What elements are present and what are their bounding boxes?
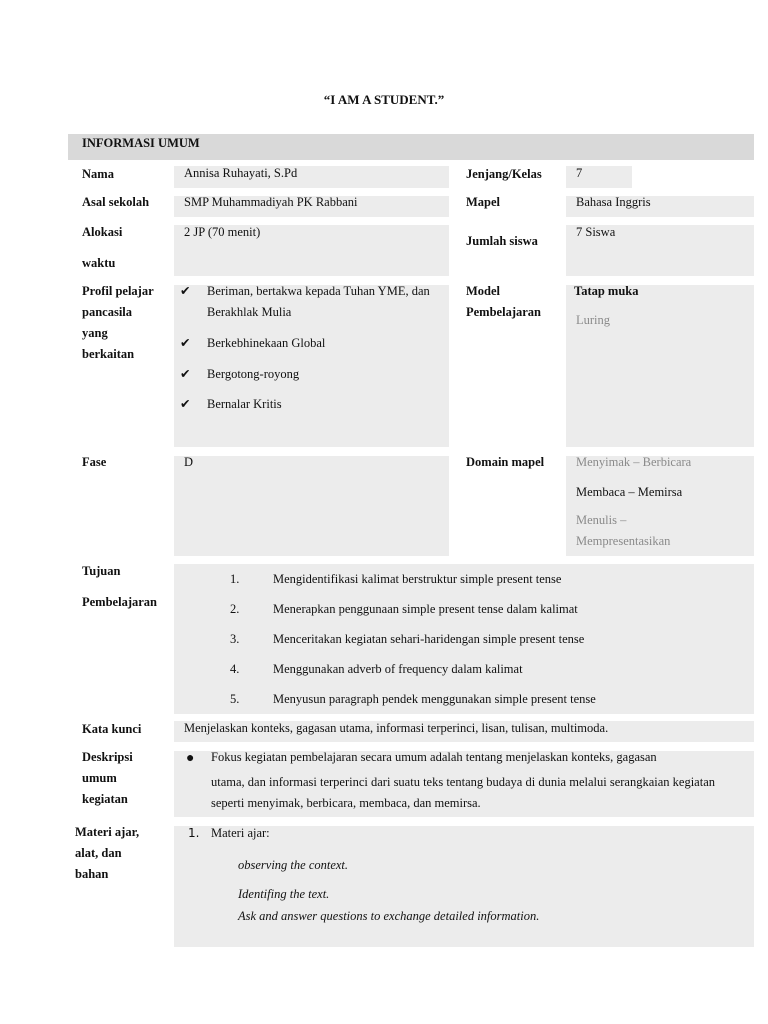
model-label-line: Model — [466, 284, 501, 298]
section-header-label: INFORMASI UMUM — [82, 136, 200, 150]
profil-field — [174, 285, 449, 447]
model-value-primary: Tatap muka — [574, 284, 639, 298]
list-number: 4. — [230, 662, 240, 676]
nama-field — [174, 166, 449, 188]
model-label — [466, 281, 541, 323]
alokasi-label: Alokasi — [82, 225, 123, 239]
fase-label: Fase — [82, 455, 107, 469]
list-number: 3. — [230, 632, 240, 646]
materi-label-line: bahan — [75, 867, 109, 881]
domain-item: Menyimak – Berbicara — [576, 455, 692, 469]
jumlah-siswa-value: 7 Siswa — [576, 225, 616, 239]
alokasi-value: 2 JP (70 menit) — [184, 225, 261, 239]
materi-item: Ask and answer questions to exchange detailed information. — [238, 909, 540, 923]
check-icon: ✔ — [180, 397, 191, 411]
deskripsi-label — [82, 747, 133, 810]
model-field — [566, 285, 754, 447]
alokasi-field — [174, 225, 449, 276]
materi-label-line: Materi ajar, — [75, 825, 140, 839]
model-value-secondary: Luring — [576, 313, 611, 327]
check-icon: ✔ — [180, 284, 191, 298]
deskripsi-field — [174, 751, 754, 817]
jumlah-siswa-field — [566, 225, 754, 276]
materi-item: Identifing the text. — [238, 887, 330, 901]
deskripsi-line: seperti menyimak, berbicara, membaca, dan memirsa. — [211, 796, 481, 810]
profil-label — [82, 281, 154, 365]
list-text: Menerapkan penggunaan simple present tense dalam kalimat — [273, 602, 578, 616]
profil-label-line: Profil pelajar — [82, 284, 154, 298]
section-header-bar — [68, 134, 754, 160]
asal-sekolah-label: Asal sekolah — [82, 195, 150, 209]
profil-item-line: Berakhlak Mulia — [207, 305, 292, 319]
alokasi-label-line2: waktu — [82, 256, 116, 270]
materi-label — [75, 822, 139, 885]
deskripsi-label-line: umum — [82, 771, 117, 785]
list-number: 2. — [230, 602, 240, 616]
check-icon: ✔ — [180, 367, 191, 381]
tujuan-label: Tujuan — [82, 564, 121, 578]
deskripsi-line: utama, dan informasi terperinci dari suatu teks tentang budaya di dunia melalui serangkaian kegiatan — [211, 775, 715, 789]
jenjang-value: 7 — [576, 166, 583, 180]
list-text: Menggunakan adverb of frequency dalam kalimat — [273, 662, 523, 676]
fase-field — [174, 456, 449, 556]
profil-label-line: berkaitan — [82, 347, 135, 361]
jenjang-field — [566, 166, 632, 188]
kata-kunci-value: Menjelaskan konteks, gagasan utama, informasi terperinci, lisan, tulisan, multimoda. — [184, 721, 609, 735]
domain-label: Domain mapel — [466, 455, 545, 469]
mapel-label: Mapel — [466, 195, 501, 209]
domain-item: Mempresentasikan — [576, 534, 671, 548]
jenjang-label: Jenjang/Kelas — [466, 167, 542, 181]
profil-item-line: Bernalar Kritis — [207, 397, 282, 411]
profil-item-line: Beriman, bertakwa kepada Tuhan YME, dan — [207, 284, 430, 298]
deskripsi-label-line: kegiatan — [82, 792, 128, 806]
kata-kunci-label: Kata kunci — [82, 722, 142, 736]
domain-field — [566, 456, 754, 556]
tujuan-field — [174, 564, 754, 714]
jumlah-siswa-label: Jumlah siswa — [466, 234, 538, 248]
materi-number: 1. — [188, 826, 200, 840]
profil-label-line: pancasila — [82, 305, 133, 319]
profil-item-line: Bergotong-royong — [207, 367, 300, 381]
domain-item: Membaca – Memirsa — [576, 485, 683, 499]
list-number: 5. — [230, 692, 240, 706]
fase-value: D — [184, 455, 194, 469]
profil-item-line: Berkebhinekaan Global — [207, 336, 326, 350]
model-label-line: Pembelajaran — [466, 305, 541, 319]
materi-field — [174, 826, 754, 947]
materi-item: observing the context. — [238, 858, 349, 872]
bullet-icon: ● — [186, 751, 195, 766]
list-text: Mengidentifikasi kalimat berstruktur simple present tense — [273, 572, 562, 586]
mapel-field — [566, 196, 754, 217]
profil-label-line: yang — [82, 326, 108, 340]
tujuan-label-line2: Pembelajaran — [82, 595, 157, 609]
nama-label: Nama — [82, 167, 114, 181]
domain-item: Menulis – — [576, 513, 627, 527]
list-text: Menyusun paragraph pendek menggunakan simple present tense — [273, 692, 596, 706]
list-number: 1. — [230, 572, 240, 586]
asal-sekolah-field — [174, 196, 449, 217]
deskripsi-line: Fokus kegiatan pembelajaran secara umum adalah tentang menjelaskan konteks, gagasan — [211, 750, 657, 764]
list-text: Menceritakan kegiatan sehari-haridengan simple present tense — [273, 632, 585, 646]
asal-sekolah-value: SMP Muhammadiyah PK Rabbani — [184, 195, 358, 209]
kata-kunci-field — [174, 721, 754, 742]
check-icon: ✔ — [180, 336, 191, 350]
materi-heading: Materi ajar: — [211, 826, 270, 840]
deskripsi-label-line: Deskripsi — [82, 750, 133, 764]
materi-label-line: alat, dan — [75, 846, 122, 860]
document-title: “I AM A STUDENT.” — [323, 92, 445, 107]
mapel-value: Bahasa Inggris — [576, 195, 651, 209]
nama-value: Annisa Ruhayati, S.Pd — [184, 166, 298, 180]
